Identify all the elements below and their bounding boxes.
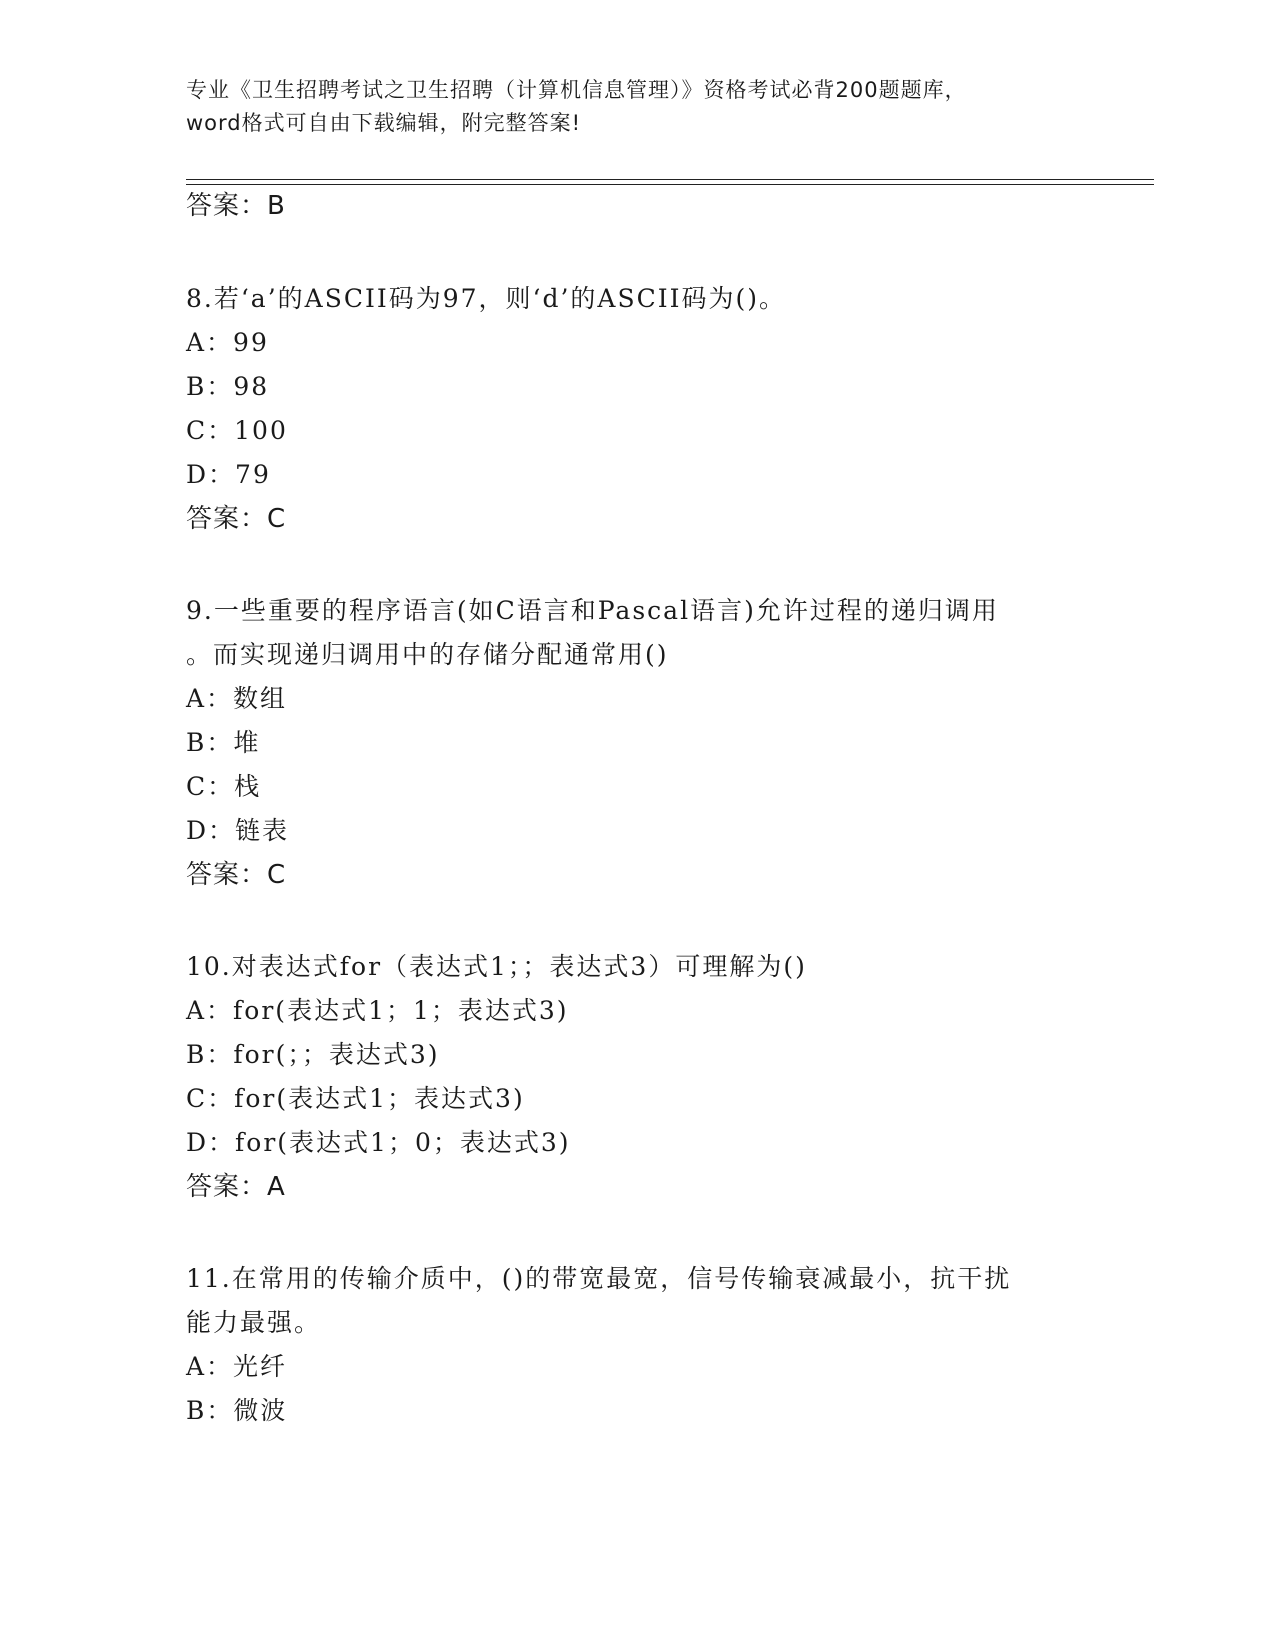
question-11-option-b: B：微波	[186, 1396, 288, 1425]
question-8-option-c: C：100	[186, 416, 288, 445]
question-10-option-b: B：for(；；表达式3)	[186, 1040, 440, 1069]
question-10-answer: 答案：A	[186, 1172, 286, 1202]
header-rule-top	[186, 179, 1154, 180]
question-11-text-line-2: 能力最强。	[186, 1308, 322, 1337]
question-9-option-a: A：数组	[186, 684, 288, 713]
question-8-option-d: D：79	[186, 460, 271, 489]
question-10-text: 10.对表达式for（表达式1；；表达式3）可理解为()	[186, 952, 807, 981]
question-9-option-c: C：栈	[186, 772, 262, 801]
question-8-answer: 答案：C	[186, 504, 287, 534]
question-11-text-line-1: 11.在常用的传输介质中，()的带宽最宽，信号传输衰减最小，抗干扰	[186, 1264, 1012, 1293]
previous-answer: 答案：B	[186, 191, 286, 221]
question-9-option-b: B：堆	[186, 728, 261, 757]
header-line-2: word格式可自由下载编辑，附完整答案!	[186, 111, 582, 135]
question-11-option-a: A：光纤	[186, 1352, 288, 1381]
header-line-1: 专业《卫生招聘考试之卫生招聘（计算机信息管理）》资格考试必背200题题库，	[186, 78, 967, 102]
question-9-answer: 答案：C	[186, 860, 287, 890]
question-8-text: 8.若‘a’的ASCII码为97，则‘d’的ASCII码为()。	[186, 284, 786, 313]
question-9-text-line-1: 9.一些重要的程序语言(如C语言和Pascal语言)允许过程的递归调用	[186, 596, 999, 625]
question-9-option-d: D：链表	[186, 816, 290, 845]
question-9-text-line-2: 。而实现递归调用中的存储分配通常用()	[186, 640, 669, 669]
question-10-option-c: C：for(表达式1；表达式3)	[186, 1084, 525, 1113]
question-8-option-a: A：99	[186, 328, 269, 357]
header-rule-bottom	[186, 184, 1154, 185]
question-10-option-d: D：for(表达式1；0；表达式3)	[186, 1128, 571, 1157]
question-8-option-b: B：98	[186, 372, 270, 401]
question-10-option-a: A：for(表达式1；1；表达式3)	[186, 996, 569, 1025]
page-header	[186, 74, 1086, 140]
